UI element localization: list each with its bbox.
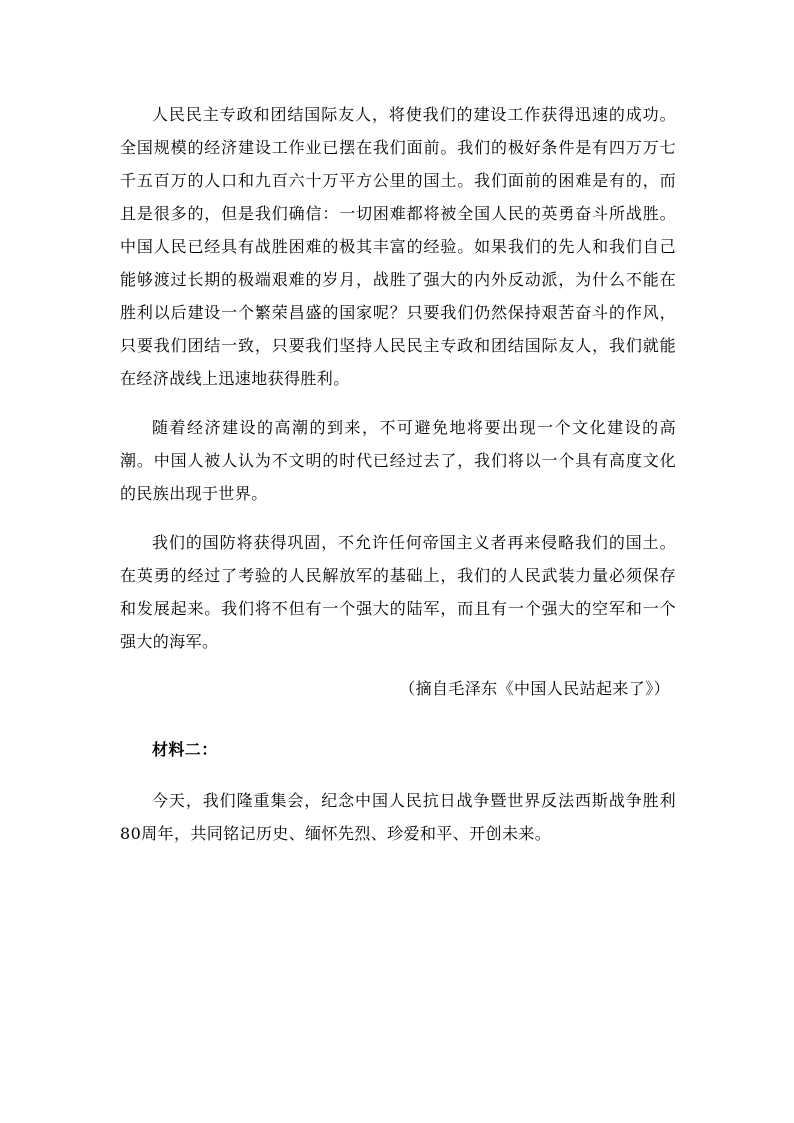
material-2-paragraph: 今天，我们隆重集会，纪念中国人民抗日战争暨世界反法西斯战争胜利80周年，共同铭记历史、缅怀先烈、珍爱和平、开创未来。 xyxy=(120,791,676,843)
paragraph-2: 随着经济建设的高潮的到来，不可避免地将要出现一个文化建设的高潮。中国人被人认为不文明的时代已经过去了，我们将以一个具有高度文化的民族出现于世界。 xyxy=(120,418,676,503)
document-page xyxy=(120,98,676,850)
source-citation: （摘自毛泽东《中国人民站起来了》） xyxy=(399,679,670,698)
paragraph-3: 我们的国防将获得巩固，不允许任何帝国主义者再来侵略我们的国土。在英勇的经过了考验的人民解放军的基础上，我们的人民武装力量必须保存和发展起来。我们将不但有一个强大的陆军，而且有一个强大的空军和一个强大的海军。 xyxy=(120,533,676,651)
material-2-heading: 材料二： xyxy=(152,740,218,759)
paragraph-1: 人民民主专政和团结国际友人，将使我们的建设工作获得迅速的成功。全国规模的经济建设工作业已摆在我们面前。我们的极好条件是有四万万七千五百万的人口和九百六十万平方公里的国土。我们面前的困难是有的，而且是很多的，但是我们确信：一切困难都将被全国人民的英勇奋斗所战胜。中国人民已经具有战胜困难的极其丰富的经验。如果我们的先人和我们自己能够渡过长期的极端艰难的岁月，战胜了强大的内外反动派，为什么不能在胜利以后建设一个繁荣昌盛的国家呢？只要我们仍然保持艰苦奋斗的作风，只要我们团结一致，只要我们坚持人民民主专政和团结国际友人，我们就能在经济战线上迅速地获得胜利。 xyxy=(120,105,676,388)
